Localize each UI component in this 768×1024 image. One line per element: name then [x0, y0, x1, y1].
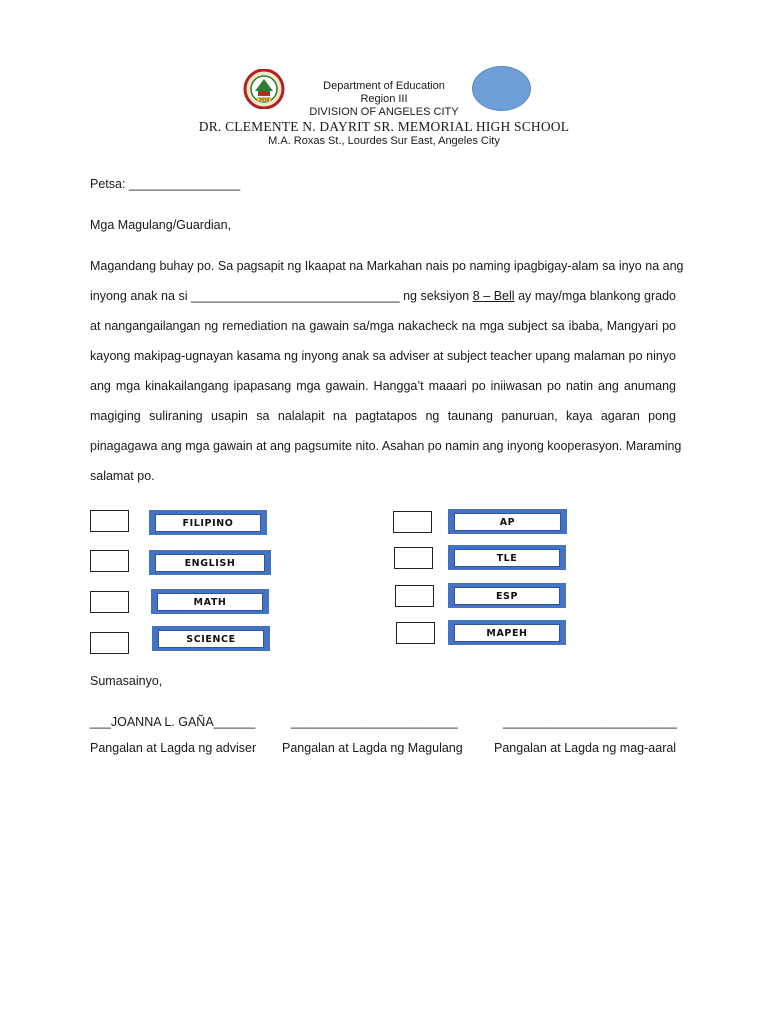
checkbox-filipino[interactable] — [90, 510, 129, 532]
adviser-signature-label: Pangalan at Lagda ng adviser — [90, 741, 257, 755]
body-line-4: kayong makipag-ugnayan kasama ng inyong anak sa adviser at subject teacher upang malaman po ninyo — [90, 349, 676, 363]
subject-label-mapeh: MAPEH — [448, 620, 566, 645]
salutation: Mga Magulang/Guardian, — [90, 218, 232, 232]
subject-label-tle: TLE — [448, 545, 566, 570]
school-name: DR. CLEMENTE N. DAYRIT SR. MEMORIAL HIGH SCHOOL — [198, 119, 570, 134]
subject-label-filipino: FILIPINO — [149, 510, 267, 535]
division-name: DIVISION OF ANGELES CITY — [309, 106, 459, 118]
checkbox-tle[interactable] — [394, 547, 433, 569]
body-line-5: ang mga kinakailangang ipapasang mga gawain. Hangga’t maaari po iniiwasan po natin ang anumang — [90, 379, 676, 393]
checkbox-mapeh[interactable] — [396, 622, 435, 644]
student-signature-line: _________________________ — [503, 715, 677, 729]
region-name: Region III — [360, 93, 408, 105]
body-line-2 — [90, 289, 676, 303]
checkbox-math[interactable] — [90, 591, 129, 613]
checkbox-science[interactable] — [90, 632, 129, 654]
subject-label-esp: ESP — [448, 583, 566, 608]
body-line-3: at nangangailangan ng remediation na gawain sa/mga nakacheck na mga subject sa ibaba, Mangyari po — [90, 319, 676, 333]
logo-year: 2018 — [258, 97, 270, 103]
closing: Sumasainyo, — [90, 674, 163, 688]
body-line-6: magiging suliraning usapin sa nalalapit na pagtatapos ng taunang panuruan, kaya agaran pong — [90, 409, 676, 423]
school-address: M.A. Roxas St., Lourdes Sur East, Angeles City — [268, 135, 500, 147]
body-line-2-post: ay may/mga blankong grado — [514, 289, 676, 303]
parent-signature-label: Pangalan at Lagda ng Magulang — [282, 741, 463, 755]
subject-label-ap: AP — [448, 509, 567, 534]
body-line-8: salamat po. — [90, 469, 155, 483]
checkbox-ap[interactable] — [393, 511, 432, 533]
body-line-1: Magandang buhay po. Sa pagsapit ng Ikaapat na Markahan nais po naming ipagbigay-alam sa inyo na ang — [90, 259, 684, 273]
section-name: 8 – Bell — [472, 289, 515, 303]
subject-label-english: ENGLISH — [149, 550, 271, 575]
subject-label-math: MATH — [151, 589, 269, 614]
student-signature-label: Pangalan at Lagda ng mag-aaral — [494, 741, 677, 755]
body-line-2-pre: inyong anak na si ______________________________ ng seksiyon — [90, 289, 473, 303]
parent-signature-line: ________________________ — [291, 715, 458, 729]
body-line-7: pinagagawa ang mga gawain at ang pagsumite nito. Asahan po namin ang inyong kooperasyon. Maraming — [90, 439, 682, 453]
petsa-field: Petsa: ________________ — [90, 177, 241, 191]
adviser-signature-line: ___JOANNA L. GAÑA______ — [90, 715, 256, 729]
checkbox-esp[interactable] — [395, 585, 434, 607]
subject-label-science: SCIENCE — [152, 626, 270, 651]
checkbox-english[interactable] — [90, 550, 129, 572]
department-name: Department of Education — [323, 80, 445, 92]
